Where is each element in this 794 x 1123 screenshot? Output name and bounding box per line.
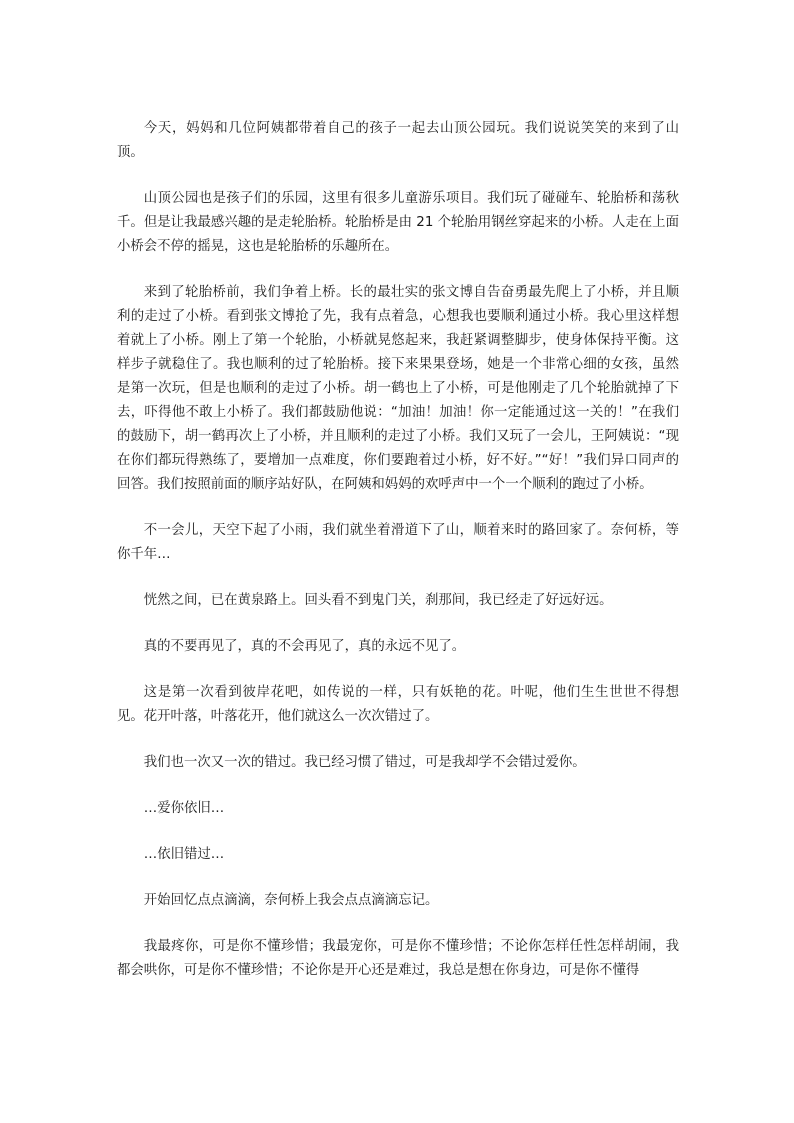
paragraph-6: 真的不要再见了，真的不会再见了，真的永远不见了。 <box>143 639 466 654</box>
paragraph-5: 恍然之间，已在黄泉路上。回头看不到鬼门关，刹那间，我已经走了好远好远。 <box>143 593 613 608</box>
paragraph-7: 这是第一次看到彼岸花吧，如传说的一样，只有妖艳的花。叶呢，他们生生世世不得想见。花开叶落，叶落花开，他们就这么一次次错过了。 <box>117 685 679 724</box>
paragraph-10: …依旧错过… <box>143 847 225 862</box>
paragraph-9: …爱你依旧… <box>143 801 225 816</box>
paragraph-2: 山顶公园也是孩子们的乐园，这里有很多儿童游乐项目。我们玩了碰碰车、轮胎桥和荡秋千。但是让我最感兴趣的是走轮胎桥。轮胎桥是由 21 个轮胎用钢丝穿起来的小桥。人走在上面小桥会不停的摇晃，这也是轮胎桥的乐趣所在。 <box>117 191 679 254</box>
paragraph-12: 我最疼你，可是你不懂珍惜；我最宠你，可是你不懂珍惜；不论你怎样任性怎样胡闹，我都会哄你，可是你不懂珍惜；不论你是开心还是难过，我总是想在你身边，可是你不懂得 <box>117 939 679 978</box>
document-page <box>117 117 679 983</box>
paragraph-8: 我们也一次又一次的错过。我已经习惯了错过，可是我却学不会错过爱你。 <box>143 755 586 770</box>
paragraph-4: 不一会儿，天空下起了小雨，我们就坐着滑道下了山，顺着来时的路回家了。奈何桥，等你千年… <box>117 523 679 562</box>
paragraph-3: 来到了轮胎桥前，我们争着上桥。长的最壮实的张文博自告奋勇最先爬上了小桥，并且顺利的走过了小桥。看到张文博抢了先，我有点着急，心想我也要顺利通过小桥。我心里这样想着就上了小桥。刚上了第一个轮胎，小桥就晃悠起来，我赶紧调整脚步，使身体保持平衡。这样步子就稳住了。我也顺利的过了轮胎桥。接下来果果登场，她是一个非常心细的女孩，虽然是第一次玩，但是也顺利的走过了小桥。胡一鹤也上了小桥，可是他刚走了几个轮胎就掉了下去，吓得他不敢上小桥了。我们都鼓励他说：“加油！加油！你一定能通过这一关的！”在我们的鼓励下，胡一鹤再次上了小桥，并且顺利的走过了小桥。我们又玩了一会儿，王阿姨说：“现在你们都玩得熟练了，要增加一点难度，你们要跑着过小桥，好不好。”“好！”我们异口同声的回答。我们按照前面的顺序站好队，在阿姨和妈妈的欢呼声中一个一个顺利的跑过了小桥。 <box>117 285 679 492</box>
paragraph-11: 开始回忆点点滴滴，奈何桥上我会点点滴滴忘记。 <box>143 893 439 908</box>
paragraph-1: 今天，妈妈和几位阿姨都带着自己的孩子一起去山顶公园玩。我们说说笑笑的来到了山顶。 <box>117 121 679 160</box>
